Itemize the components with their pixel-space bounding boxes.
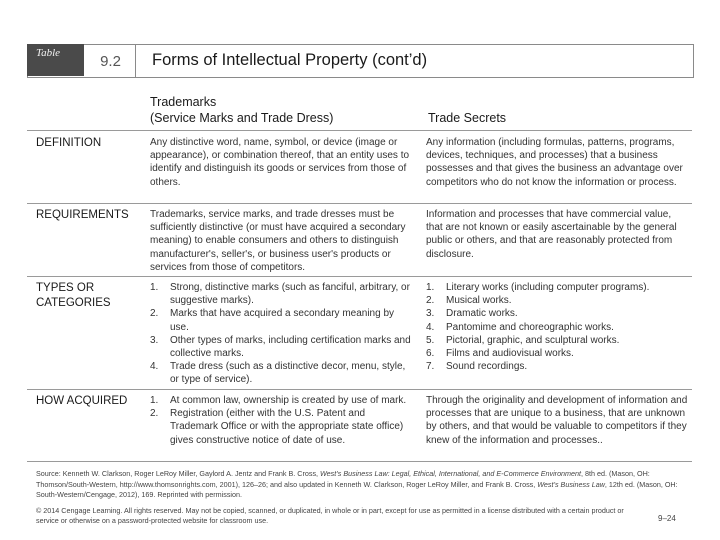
row-divider: [27, 389, 692, 390]
table-label: Table: [27, 44, 84, 76]
list-item: 5. Pictorial, graphic, and sculptural works.: [426, 334, 620, 346]
list-item: 1. Literary works (including computer programs).: [426, 282, 650, 293]
row-divider: [27, 130, 692, 131]
row-label-types: TYPES OR CATEGORIES: [36, 282, 111, 309]
requirements-trade-secrets: Information and processes that have commercial value, that are not known or easily ascertainable by the general public or others, and that are reasonably protected from disclosure.: [426, 209, 677, 260]
list-item: 2. Marks that have acquired a secondary meaning by use.: [150, 308, 395, 333]
source-note: Source: Kenneth W. Clarkson, Roger LeRoy Miller, Gaylord A. Jentz and Frank B. Cross, West’s Business Law: Legal, Ethical, International, and E-Commerce Environment, 8th ed. (Mason, OH: Thomson/South-Western, http://www.thomsonrights.com, 2001), 126–26; and also updated in Kenneth W. Clarkson, Roger LeRoy Miller, and Frank B. Cross, West’s Business Law, 12th ed. (Mason, OH: South-Western/Cengage, 2012), 169. Reprinted with permission.: [36, 469, 678, 499]
column-header-trade-secrets: Trade Secrets: [428, 111, 507, 125]
definition-trade-secrets: Any information (including formulas, patterns, programs, devices, techniques, and processes) that a business possesses and that gives the business an advantage over competitors who do not know the information or process.: [426, 137, 683, 188]
list-item: 4. Pantomime and choreographic works.: [426, 321, 614, 333]
how-acquired-trade-secrets: Through the originality and development of information and processes that are unique to a business, that are unknown by others, and that would be valuable to competitors if they knew of the information and processes..: [426, 395, 688, 446]
list-item: 7. Sound recordings.: [426, 361, 528, 373]
row-label-definition: DEFINITION: [36, 137, 102, 149]
row-divider: [27, 461, 692, 462]
row-divider: [27, 276, 692, 277]
row-divider: [27, 203, 692, 204]
types-trademarks-list: [150, 281, 414, 387]
list-item: 4. Trade dress (such as a distinctive decor, menu, style, or type of service).: [150, 361, 406, 386]
list-item: 2. Musical works.: [426, 295, 512, 307]
list-item: 3. Other types of marks, including certification marks and collective marks.: [150, 334, 411, 360]
list-item: 3. Dramatic works.: [426, 308, 518, 320]
list-item: 2. Registration (either with the U.S. Patent and Trademark Office or with the appropriate state office) gives constructive notice of date of use.: [150, 408, 404, 446]
copyright-notice: © 2014 Cengage Learning. All rights reserved. May not be copied, scanned, or duplicated, in whole or in part, except for use as permitted in a license distributed with a certain product or service or otherwise on a password-protected website for classroom use.: [36, 506, 624, 525]
definition-trademarks: Any distinctive word, name, symbol, or device (image or appearance), or combination thereof, that an entity uses to identify and distinguish its goods or services from those of others.: [150, 137, 410, 188]
how-acquired-trademarks-list: [150, 394, 414, 447]
requirements-trademarks: Trademarks, service marks, and trade dresses must be sufficiently distinctive (or must have acquired a secondary meaning) to enable consumers and others to distinguish manufacturer's, seller's, or business user's products or services from those of competitors.: [150, 209, 406, 273]
page-number: 9–24: [658, 514, 676, 523]
row-label-requirements: REQUIREMENTS: [36, 209, 129, 221]
table-number: 9.2: [86, 44, 136, 78]
row-label-how-acquired: HOW ACQUIRED: [36, 395, 128, 407]
column-header-trademarks: Trademarks (Service Marks and Trade Dress): [150, 95, 334, 125]
list-item: 6. Films and audiovisual works.: [426, 348, 574, 360]
list-item: 1. At common law, ownership is created by use of mark.: [150, 395, 407, 406]
table-title: Forms of Intellectual Property (cont’d): [152, 51, 428, 69]
list-item: 1. Strong, distinctive marks (such as fanciful, arbitrary, or suggestive marks).: [150, 282, 410, 307]
types-trade-secrets-list: [426, 281, 688, 373]
